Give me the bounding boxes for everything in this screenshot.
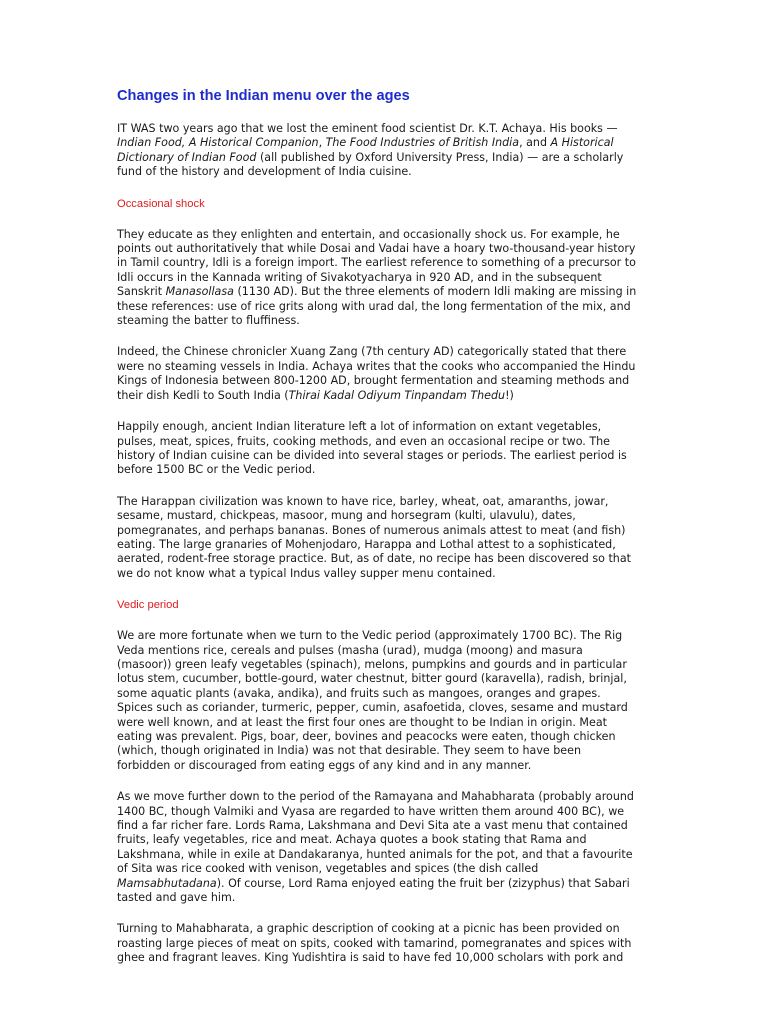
mamsabhutadana-term: Mamsabhutadana <box>117 876 217 890</box>
paragraph-vedic: We are more fortunate when we turn to the Vedic period (approximately 1700 BC). The Rig Veda mentions rice, cereals and pulses (masha (urad), mudga (moong) and masura (masoor)) green leafy vegetables (spinach), melons, pumpkins and gourds and in particular lotus stem, cucumber, bottle-gourd, water chestnut, bitter gourd (karavella), radish, brinjal, some aquatic plants (avaka, andika), and fruits such as mangoes, oranges and grapes. Spices such as coriander, turmeric, pepper, cumin, asafoetida, cloves, sesame and mustard were well known, and at least the first four ones are thought to be Indian in origin. Meat eating was prevalent. Pigs, boar, deer, bovines and peacocks were eaten, though chicken (which, though originated in India) was not that desirable. They seem to have been forbidden or discouraged from eating eggs of any kind and in any manner. <box>117 629 628 772</box>
intro-paragraph <box>117 122 637 180</box>
paragraph-mahabharata: Turning to Mahabharata, a graphic description of cooking at a picnic has been provided on roasting large pieces of meat on spits, cooked with tamarind, pomegranates and spices with ghee and fragrant leaves. King Yudishtira is said to have fed 10,000 scholars with pork and <box>117 922 632 965</box>
section-heading-vedic-period: Vedic period <box>117 599 179 612</box>
paragraph-chinese-chronicler <box>117 345 637 403</box>
chinese-text-1: Indeed, the Chinese chronicler Xuang Zang (7th century AD) categorically stated that there were no steaming vessels in India. Achaya writes that the cooks who accompanied the Hindu Kings of Indonesia between 800-1200 AD, brought fermentation and steaming methods and their dish Kedli to South India ( <box>117 345 636 402</box>
intro-text-4: (all published by Oxford University Press, India) — are a scholarly fund of the history and development of India cuisine. <box>117 150 624 179</box>
article <box>117 87 637 983</box>
book-title-dictionary: A Historical Dictionary of Indian Food <box>117 136 614 164</box>
thirai-kadal-phrase: Thirai Kadal Odiyum Tinpandam Thedu <box>288 388 506 402</box>
intro-text-3: , and <box>519 136 551 150</box>
manasollasa-title: Manasollasa <box>165 285 234 299</box>
shock-text-2: (1130 AD). But the three elements of modern Idli making are missing in these references: use of rice grits along with urad dal, the long fermentation of the mix, and steaming the batter to fluffiness. <box>117 285 637 328</box>
paragraph-ramayana <box>117 790 637 905</box>
article-title: Changes in the Indian menu over the ages <box>117 88 410 104</box>
book-title-food-industries: The Food Industries of British India <box>325 136 520 150</box>
shock-text-1: They educate as they enlighten and entertain, and occasionally shock us. For example, he points out authoritatively that while Dosai and Vadai have a hoary two-thousand-year history in Tamil country, Idli is a foreign import. The earliest reference to something of a precursor to Idli occurs in the Kannada writing of Sivakotyacharya in 920 AD, and in the subsequent Sanskrit <box>117 227 636 299</box>
book-title-indian-food: Indian Food, A Historical Companion <box>117 136 319 150</box>
chinese-text-2: !) <box>505 388 514 402</box>
paragraph-shock <box>117 228 637 329</box>
ramayana-text-1: As we move further down to the period of the Ramayana and Mahabharata (probably around 1400 BC, though Valmiki and Vyasa are regarded to have written them around 400 BC), we find a far richer fare. Lords Rama, Lakshmana and Devi Sita ate a vast menu that contained fruits, leafy vegetables, rice and meat. Achaya quotes a book stating that Rama and Lakshmana, while in exile at Dandakaranya, hunted animals for the pot, and that a favourite of Sita was rice cooked with venison, vegetables and spices (the dish called <box>117 790 634 876</box>
paragraph-happily: Happily enough, ancient Indian literature left a lot of information on extant vegetables, pulses, meat, spices, fruits, cooking methods, and even an occasional recipe or two. The history of Indian cuisine can be divided into several stages or periods. The earliest period is before 1500 BC or the Vedic period. <box>117 420 627 477</box>
ramayana-text-2: ). Of course, Lord Rama enjoyed eating the fruit ber (zizyphus) that Sabari tasted and gave him. <box>117 876 630 905</box>
intro-text-1: IT WAS two years ago that we lost the eminent food scientist Dr. K.T. Achaya. His books — <box>117 122 618 135</box>
section-heading-occasional-shock: Occasional shock <box>117 197 205 210</box>
paragraph-harappan: The Harappan civilization was known to have rice, barley, wheat, oat, amaranths, jowar, sesame, mustard, chickpeas, masoor, mung and horsegram (kulti, ulavulu), dates, pomegranates, and perhaps bananas. Bones of numerous animals attest to meat (and fish) eating. The large granaries of Mohenjodaro, Harappa and Lothal attest to a sophisticated, aerated, rodent-free storage practice. But, as of date, no recipe has been discovered so that we do not know what a typical Indus valley supper menu contained. <box>117 494 631 580</box>
intro-text-2: , <box>318 136 326 150</box>
